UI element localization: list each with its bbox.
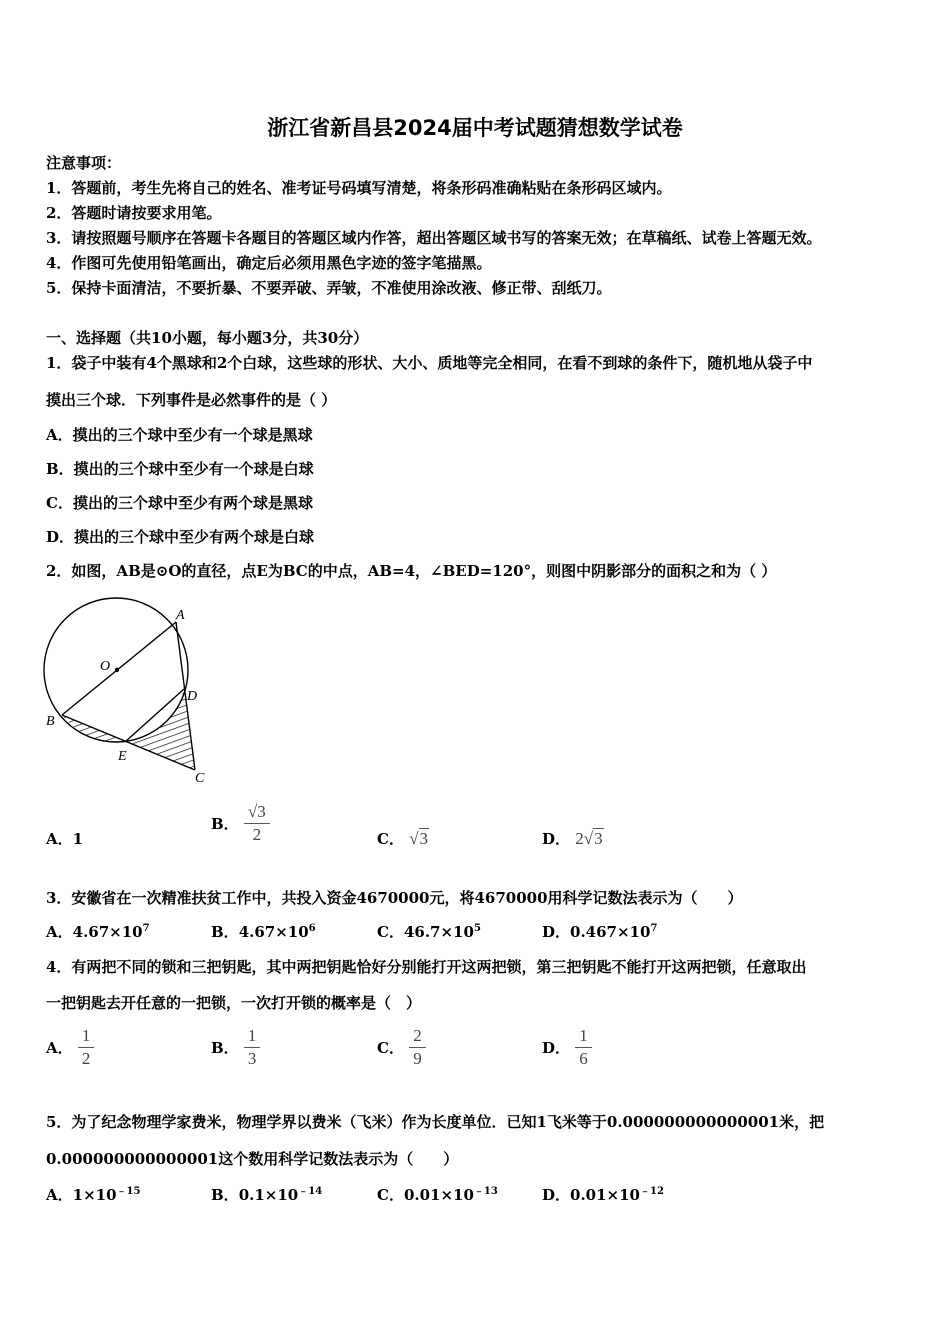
q2-option-d: D． 2√3 — [542, 829, 603, 848]
q2-option-a: A．1 — [46, 830, 84, 848]
center-point — [115, 668, 119, 672]
notice-item: 3．请按照题号顺序在答题卡各题目的答题区域内作答，超出答题区域书写的答案无效；在草稿纸、试卷上答题无效。 — [46, 229, 822, 247]
notice-item: 5．保持卡面清洁，不要折暴、不要弄破、弄皱，不准使用涂改液、修正带、刮纸刀。 — [46, 279, 612, 297]
q3-option-d: D．$0.467\times 10^7$ — [542, 923, 658, 941]
label-d: D — [187, 689, 198, 704]
section-heading: 一、选择题（共10小题，每小题3分，共30分） — [46, 329, 369, 347]
q2-stem: 2．如图，AB是⊙O的直径，点E为BC的中点，AB=4，∠BED=120°，则图中阴影部分的面积之和为（ ） — [46, 562, 777, 580]
q3-option-a: A．$4.67\times 10^7$ — [46, 923, 150, 941]
notice-item: 4．作图可先使用铅笔画出，确定后必须用黑色字迹的签字笔描黑。 — [46, 254, 492, 272]
q5-option-d: D．$0.01\times 10^{﹣12}$ — [542, 1186, 664, 1204]
q2-option-b: B． $\frac{√3}{2}$ — [211, 803, 270, 844]
q4-option-a: A． $\frac{1}{2}$ — [46, 1027, 94, 1068]
q5-option-b: B．$0.1\times 10^{﹣14}$ — [211, 1186, 323, 1204]
q2-option-c: C． √3 — [377, 829, 429, 848]
radical: 2√3 — [575, 829, 603, 848]
q3-option-c: C．$46.7\times 10^5$ — [377, 923, 481, 941]
fraction: $\frac{2}{9}$ — [409, 1027, 426, 1068]
radical: √3 — [409, 829, 429, 848]
label-e: E — [118, 749, 127, 764]
fraction: $\frac{1}{2}$ — [78, 1027, 95, 1068]
label-c: C — [195, 771, 205, 786]
q1-stem-line1: 1．袋子中装有4个黑球和2个白球，这些球的形状、大小、质地等完全相同，在看不到球的条件下，随机地从袋子中 — [46, 354, 813, 372]
q5-stem-line2: 0.000000000000001这个数用科学记数法表示为（ ） — [46, 1150, 459, 1168]
page-title: 浙江省新昌县2024届中考试题猜想数学试卷 — [267, 116, 683, 140]
fraction: $\frac{1}{3}$ — [244, 1027, 261, 1068]
q4-stem-line1: 4．有两把不同的锁和三把钥匙，其中两把钥匙恰好分别能打开这两把锁，第三把钥匙不能打开这两把锁，任意取出 — [46, 958, 807, 976]
q4-option-c: C． $\frac{2}{9}$ — [377, 1027, 426, 1068]
q4-stem-line2: 一把钥匙去开任意的一把锁，一次打开锁的概率是（ ） — [46, 994, 422, 1012]
q3-option-b: B．$4.67\times 10^6$ — [211, 923, 316, 941]
q1-option-d: D．摸出的三个球中至少有两个球是白球 — [46, 528, 315, 546]
q5-option-a: A．$1\times 10^{﹣15}$ — [46, 1186, 141, 1204]
label-b: B — [46, 714, 55, 729]
notice-heading: 注意事项： — [46, 154, 122, 172]
label-o: O — [100, 659, 111, 674]
q1-option-b: B．摸出的三个球中至少有一个球是白球 — [46, 460, 314, 478]
fraction: $\frac{√3}{2}$ — [244, 803, 270, 844]
notice-item: 2．答题时请按要求用笔。 — [46, 204, 222, 222]
q5-stem-line1: 5．为了纪念物理学家费米，物理学界以费米（飞米）作为长度单位．已知1飞米等于0.000000000000001米，把 — [46, 1113, 825, 1131]
fraction: $\frac{1}{6}$ — [575, 1027, 592, 1068]
q3-stem: 3．安徽省在一次精准扶贫工作中，共投入资金4670000元，将4670000用科学记数法表示为（ ） — [46, 889, 743, 907]
diameter-ab — [62, 622, 176, 715]
q4-option-d: D． $\frac{1}{6}$ — [542, 1027, 592, 1068]
q2-geometry-figure — [40, 592, 215, 788]
shaded-region-edc — [125, 689, 198, 770]
label-a: A — [176, 608, 185, 623]
q1-stem-line2: 摸出三个球．下列事件是必然事件的是（ ） — [46, 391, 337, 409]
q1-option-c: C．摸出的三个球中至少有两个球是黑球 — [46, 494, 313, 512]
notice-item: 1．答题前，考生先将自己的姓名、准考证号码填写清楚，将条形码准确粘贴在条形码区域内。 — [46, 179, 672, 197]
q4-option-b: B． $\frac{1}{3}$ — [211, 1027, 260, 1068]
q5-option-c: C．$0.01\times 10^{﹣13}$ — [377, 1186, 498, 1204]
q1-option-a: A．摸出的三个球中至少有一个球是黑球 — [46, 426, 313, 444]
